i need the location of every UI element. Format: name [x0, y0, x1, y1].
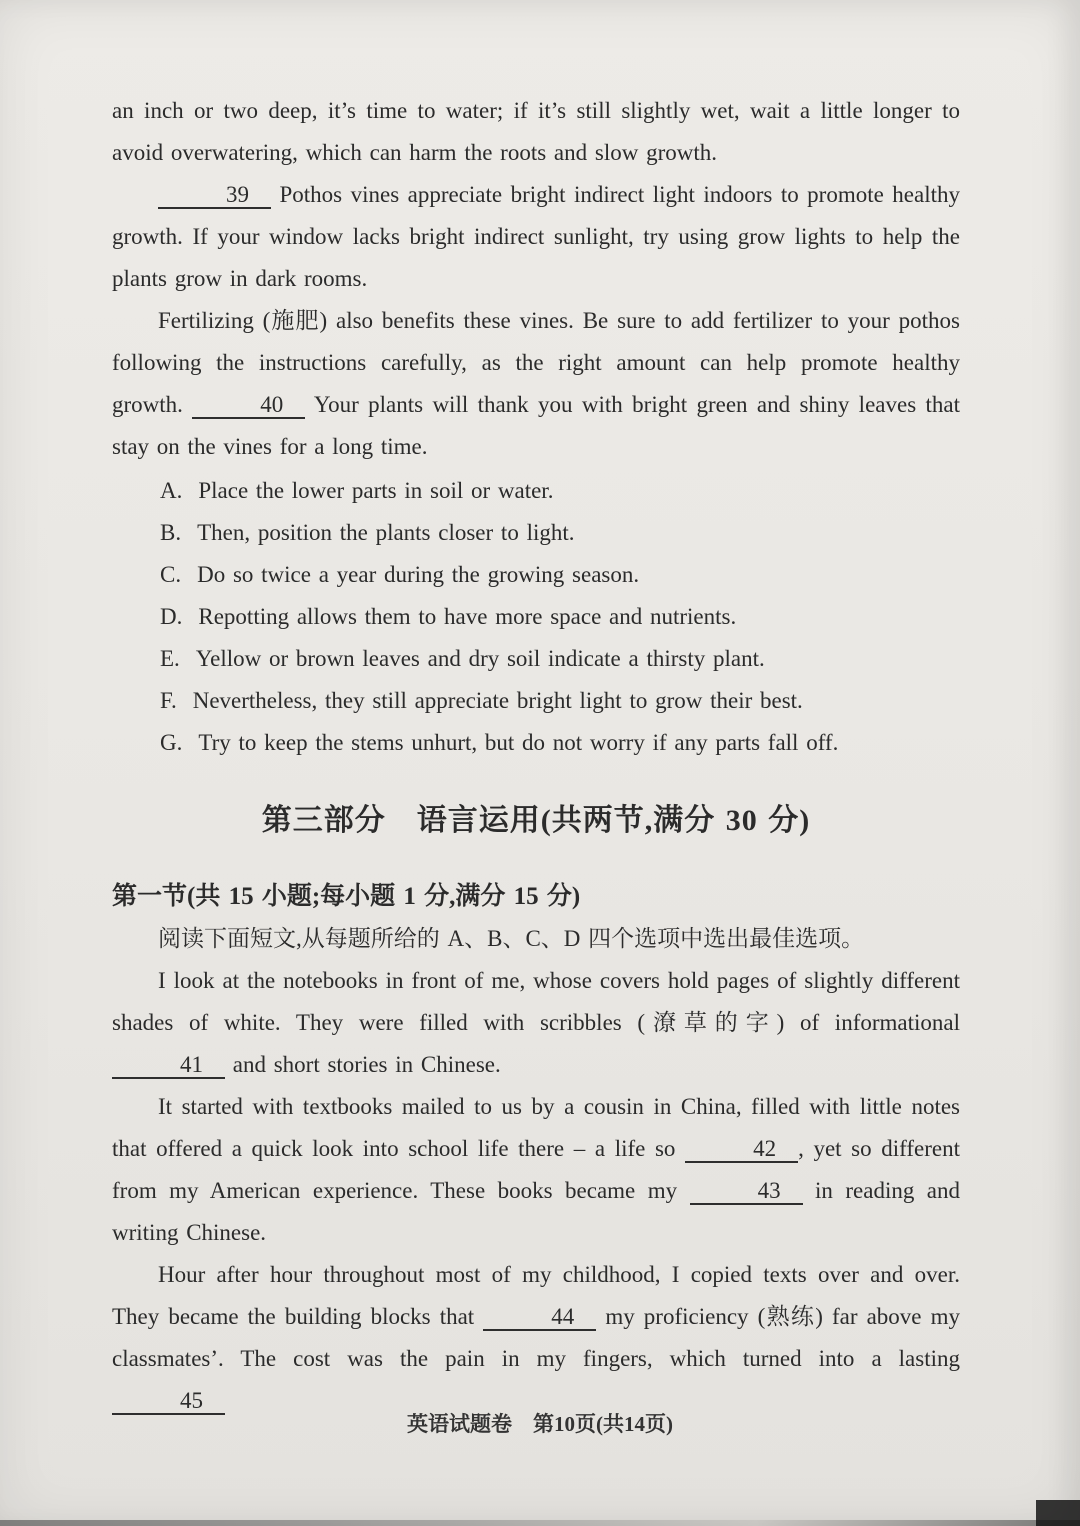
option-label: G.	[160, 730, 183, 755]
section1-instruction: 阅读下面短文,从每题所给的 A、B、C、D 四个选项中选出最佳选项。	[158, 926, 865, 951]
reading-paragraph-40	[112, 300, 960, 468]
blank-45: 45	[112, 1388, 225, 1415]
scan-bottom-edge	[0, 1520, 1080, 1526]
blank-39: 39	[158, 182, 271, 209]
paragraph-text: I look at the notebooks in front of me, whose covers hold pages of slightly different shades of white. They were filled with scribbles (潦草的字) of informational	[112, 968, 960, 1035]
option-c	[112, 554, 960, 596]
option-text: Yellow or brown leaves and dry soil indicate a thirsty plant.	[195, 646, 765, 671]
option-a	[112, 470, 960, 512]
reading-paragraph-39	[112, 174, 960, 300]
scan-corner-mark	[1036, 1500, 1080, 1526]
option-text: Do so twice a year during the growing season.	[197, 562, 640, 587]
paragraph-text: Fertilizing (施肥) also benefits these vines. Be sure to add fertilizer to your pothos following the instructions carefully, as the right amount can help promote healthy growth.	[112, 308, 960, 417]
cloze-paragraph-1	[112, 960, 960, 1086]
part3-title: 第三部分 语言运用(共两节,满分 30 分)	[261, 804, 811, 837]
paragraph-text: in reading and writing Chinese.	[112, 1178, 961, 1245]
option-text: Repotting allows them to have more space and nutrients.	[198, 604, 737, 629]
page-content	[112, 90, 960, 1422]
blank-40: 40	[192, 392, 305, 419]
option-label: D.	[160, 604, 183, 629]
option-f	[112, 680, 960, 722]
paragraph-text: It started with textbooks mailed to us by a cousin in China, filled with little notes that offered a quick look into school life there – a life so	[112, 1094, 960, 1161]
option-label: B.	[160, 520, 182, 545]
option-text: Nevertheless, they still appreciate bright light to grow their best.	[192, 688, 803, 713]
option-g	[112, 722, 960, 764]
blank-42: 42	[685, 1136, 798, 1163]
option-d	[112, 596, 960, 638]
paragraph-text: my proficiency (熟练) far above my classmates’. The cost was the pain in my fingers, which turned into a lasting	[112, 1304, 960, 1371]
option-label: E.	[160, 646, 180, 671]
option-text: Place the lower parts in soil or water.	[198, 478, 554, 503]
blank-43: 43	[690, 1178, 803, 1205]
option-text: Then, position the plants closer to light.	[197, 520, 575, 545]
paragraph-text: Pothos vines appreciate bright indirect light indoors to promote healthy growth. If your window lacks bright indirect sunlight, try using grow lights to help the plants grow in dark rooms.	[112, 182, 961, 291]
paragraph-text: Your plants will thank you with bright green and shiny leaves that stay on the vines for a long time.	[112, 392, 961, 459]
cloze-paragraph-3	[112, 1254, 960, 1422]
section1-heading: 第一节(共 15 小题;每小题 1 分,满分 15 分)	[112, 883, 581, 910]
blank-41: 41	[112, 1052, 225, 1079]
option-b	[112, 512, 960, 554]
reading-paragraph-intro	[112, 90, 960, 174]
answer-options-list	[112, 470, 960, 764]
option-label: C.	[160, 562, 182, 587]
paragraph-text: an inch or two deep, it’s time to water; if it’s still slightly wet, wait a little longer to avoid overwatering, which can harm the roots and slow growth.	[112, 98, 960, 165]
option-label: F.	[160, 688, 177, 713]
paragraph-text: Hour after hour throughout most of my childhood, I copied texts over and over. They became the building blocks that	[112, 1262, 960, 1329]
option-text: Try to keep the stems unhurt, but do not worry if any parts fall off.	[198, 730, 839, 755]
page-footer: 英语试题卷 第10页(共14页)	[407, 1412, 673, 1436]
paragraph-text: and short stories in Chinese.	[232, 1052, 501, 1077]
blank-44: 44	[483, 1304, 596, 1331]
option-e	[112, 638, 960, 680]
cloze-paragraph-2	[112, 1086, 960, 1254]
paragraph-text: , yet so different from my American experience. These books became my	[112, 1136, 961, 1203]
option-label: A.	[160, 478, 183, 503]
